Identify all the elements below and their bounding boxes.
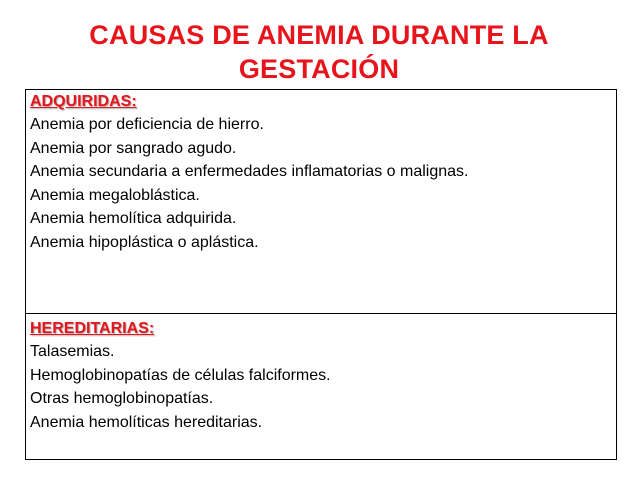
list-item: Otras hemoglobinopatías.: [30, 390, 214, 407]
section-heading-hereditary: HEREDITARIAS:: [30, 320, 155, 337]
list-item: Anemia por sangrado agudo.: [30, 139, 237, 157]
page-title: [30, 18, 608, 86]
list-item: Anemia por deficiencia de hierro.: [30, 116, 264, 133]
list-item: Anemia hipoplástica o aplástica.: [30, 233, 259, 251]
section-acquired: [26, 90, 616, 314]
list-item: Anemia hemolítica adquirida.: [30, 210, 237, 227]
title-line-1: CAUSAS DE ANEMIA DURANTE LA: [89, 20, 549, 50]
title-line-2: GESTACIÓN: [238, 54, 400, 84]
list-item: Anemia hemolíticas hereditarias.: [30, 413, 263, 431]
list-item: Hemoglobinopatías de células falciformes.: [30, 366, 331, 384]
list-item: Talasemias.: [30, 343, 115, 360]
section-hereditary: [26, 314, 616, 459]
section-heading-acquired: ADQUIRIDAS:: [30, 93, 137, 110]
list-item: Anemia secundaria a enfermedades inflamatorias o malignas.: [30, 163, 469, 180]
causes-table: [25, 89, 617, 460]
list-item: Anemia megaloblástica.: [30, 186, 200, 204]
